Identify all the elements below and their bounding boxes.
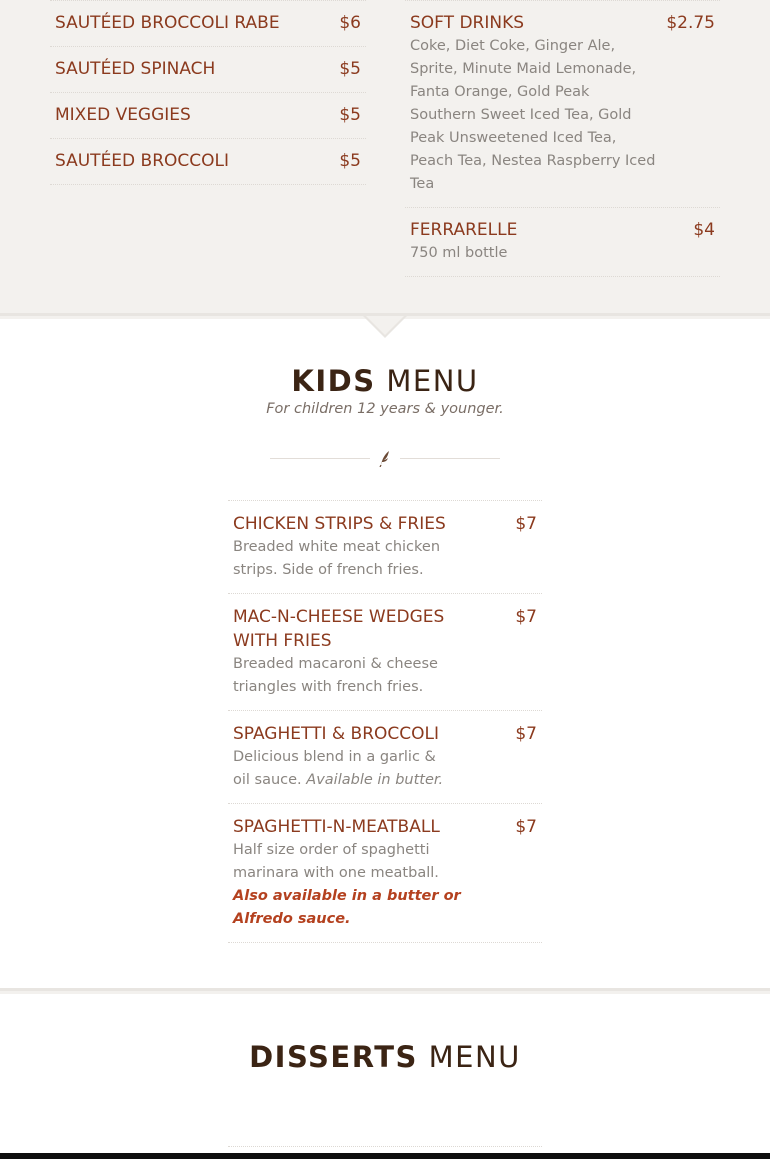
- bottom-bar: [0, 1153, 770, 1159]
- divider-line-left: [270, 458, 370, 459]
- section-title: [0, 363, 770, 399]
- item-name: SAUTÉED BROCCOLI: [55, 151, 230, 171]
- title-strong: KIDS: [291, 364, 376, 398]
- drinks-list: [405, 0, 720, 277]
- desc-text: Delicious blend in a garlic & oil sauce.: [233, 749, 436, 788]
- item-price: $5: [339, 105, 361, 125]
- item-name: MAC-N-CHEESE WEDGES WITH FRIES: [233, 607, 445, 651]
- item-price: $4: [693, 220, 715, 240]
- item-description: 750 ml bottle: [410, 245, 508, 261]
- menu-item: [228, 710, 542, 803]
- divider-line-right: [400, 458, 500, 459]
- desc-text: Half size order of spaghetti marinara with one meatball.: [233, 842, 439, 881]
- item-price: $2.75: [666, 13, 715, 33]
- menu-item: [228, 593, 542, 710]
- menu-item: [405, 0, 720, 207]
- menu-item: [50, 92, 366, 138]
- section-pointer: [366, 316, 404, 335]
- item-name: SAUTÉED SPINACH: [55, 59, 216, 79]
- item-description: Breaded macaroni & cheese triangles with french fries.: [233, 656, 438, 695]
- kids-menu-section: [0, 319, 770, 991]
- menu-item: [405, 207, 720, 277]
- menu-item: [50, 46, 366, 92]
- menu-item: [228, 500, 542, 593]
- item-price: $7: [515, 514, 537, 534]
- item-price: $5: [339, 151, 361, 171]
- sides-drinks-section: [0, 0, 770, 316]
- sides-list: [50, 0, 366, 185]
- item-description: [233, 746, 453, 792]
- item-name: SOFT DRINKS: [410, 13, 525, 33]
- item-price: $7: [515, 817, 537, 837]
- item-name: SPAGHETTI & BROCCOLI: [233, 724, 439, 744]
- menu-item: [50, 0, 366, 46]
- item-name: CHICKEN STRIPS & FRIES: [233, 514, 446, 534]
- desc-highlight: Also available in a butter or Alfredo sauce.: [233, 888, 461, 927]
- item-description: Coke, Diet Coke, Ginger Ale, Sprite, Minute Maid Lemonade, Fanta Orange, Gold Peak Southern Sweet Iced Tea, Gold Peak Unsweetened Iced Tea, Peach Tea, Nestea Raspberry Iced Tea: [410, 38, 656, 192]
- item-description: [233, 839, 473, 931]
- item-name: FERRARELLE: [410, 220, 518, 240]
- title-rest: MENU: [386, 364, 479, 398]
- desc-note: Available in butter.: [306, 772, 444, 788]
- item-price: $5: [339, 59, 361, 79]
- section-title: [0, 1039, 770, 1075]
- title-rest: MENU: [428, 1040, 521, 1074]
- title-strong: DISSERTS: [249, 1040, 418, 1074]
- ornament-divider: [270, 449, 500, 467]
- item-price: $6: [339, 13, 361, 33]
- item-price: $7: [515, 607, 537, 627]
- leaf-icon: [374, 449, 396, 467]
- item-name: SPAGHETTI-N-MEATBALL: [233, 817, 440, 837]
- menu-item: [50, 138, 366, 185]
- item-description: Breaded white meat chicken strips. Side of french fries.: [233, 539, 441, 578]
- kids-list: [228, 500, 542, 943]
- menu-item: [228, 803, 542, 943]
- item-price: $7: [515, 724, 537, 744]
- section-subtitle: For children 12 years & younger.: [266, 401, 504, 417]
- item-name: MIXED VEGGIES: [55, 105, 191, 125]
- desserts-menu-section: [0, 994, 770, 1153]
- item-name: SAUTÉED BROCCOLI RABE: [55, 13, 280, 33]
- list-top-border: [228, 1146, 542, 1147]
